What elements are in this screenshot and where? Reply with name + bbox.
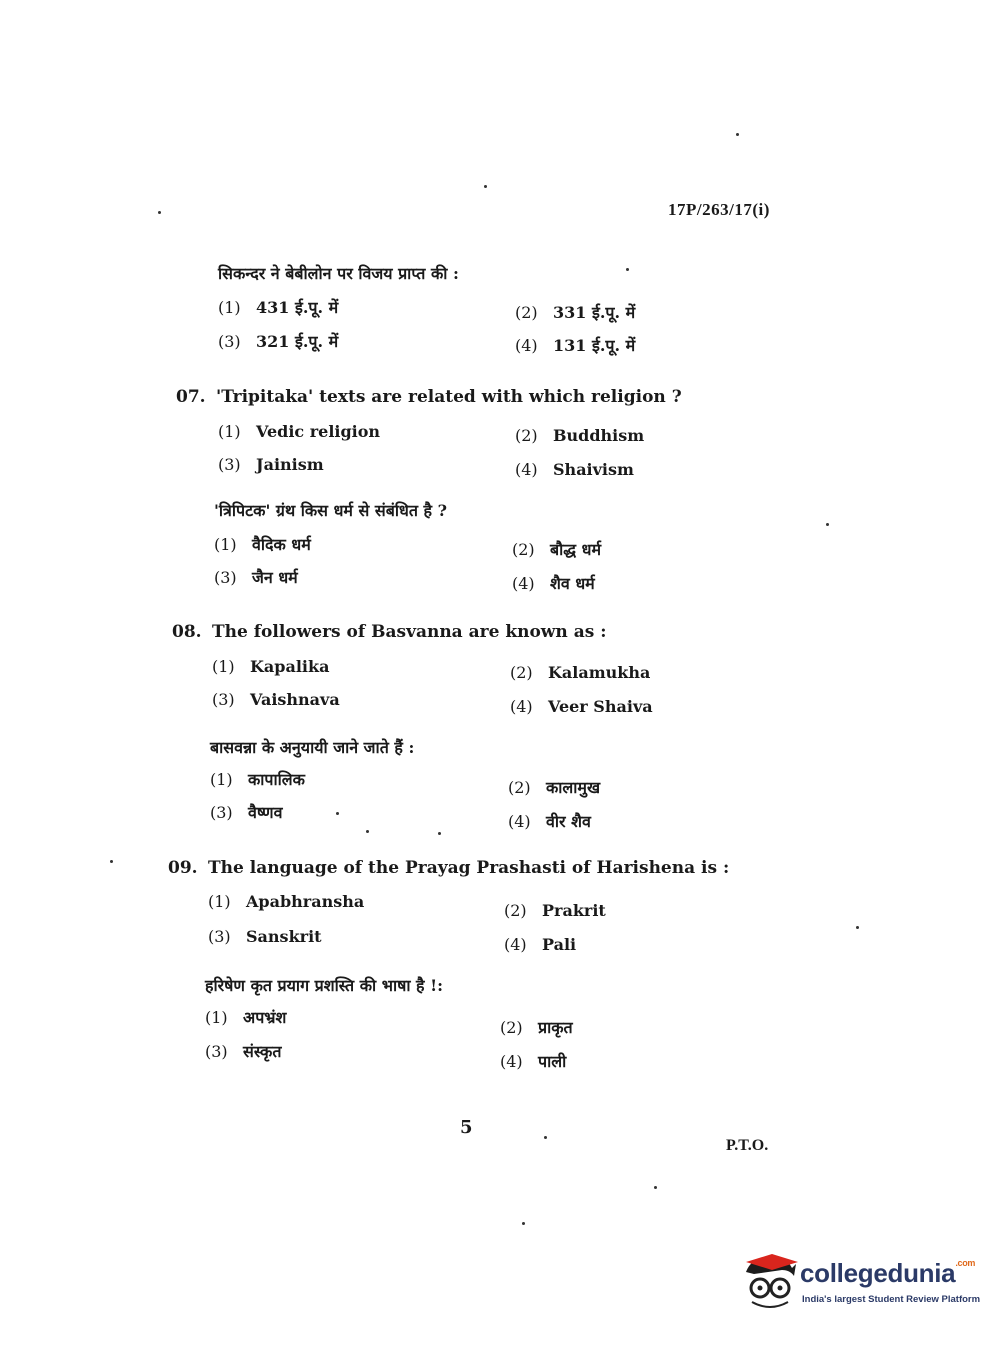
q07-question: 07. 'Tripitaka' texts are related with which religion ?	[176, 387, 682, 407]
q09-hindi-question: हरिषेण कृत प्रयाग प्रशस्ति की भाषा है !:	[205, 976, 444, 995]
scan-speck	[366, 830, 369, 833]
q07-option-4: (4) Shaivism	[515, 460, 634, 479]
watermark-tagline: India's largest Student Review Platform	[802, 1294, 981, 1305]
paper-code: 17P/263/17(i)	[668, 200, 770, 219]
q08-option-1: (1) Kapalika	[212, 657, 330, 676]
q08-option-4: (4) Veer Shaiva	[510, 697, 653, 716]
q07-option-4-hi: (4) शैव धर्म	[512, 574, 595, 593]
q09-question: 09. The language of the Prayag Prashasti of Harishena is :	[168, 858, 730, 878]
q09-option-2: (2) Prakrit	[504, 901, 606, 920]
collegedunia-mascot-icon	[742, 1252, 798, 1312]
q09-option-4-hi: (4) पाली	[500, 1052, 567, 1071]
q08-option-1-hi: (1) कापालिक	[210, 770, 305, 789]
q06-hindi-question: सिकन्दर ने बेबीलोन पर विजय प्राप्त की :	[218, 264, 459, 283]
scan-speck	[336, 812, 339, 815]
q06-option-2-hi: (2) 331 ई.पू. में	[515, 303, 636, 322]
q08-option-3: (3) Vaishnava	[212, 690, 340, 709]
q07-option-3-hi: (3) जैन धर्म	[214, 568, 298, 587]
q07-option-1-hi: (1) वैदिक धर्म	[214, 535, 311, 554]
q07-option-2: (2) Buddhism	[515, 426, 645, 445]
q06-option-1-hi: (1) 431 ई.पू. में	[218, 298, 339, 317]
q09-option-2-hi: (2) प्राकृत	[500, 1018, 573, 1037]
q08-option-3-hi: (3) वैष्णव	[210, 803, 283, 822]
q08-option-2-hi: (2) कालामुख	[508, 778, 601, 797]
q06-option-4-hi: (4) 131 ई.पू. में	[515, 336, 636, 355]
watermark-brand: collegedunia$^{.com}$	[800, 1258, 976, 1288]
q07-hindi-question: 'त्रिपिटक' ग्रंथ किस धर्म से संबंधित है ?	[214, 501, 447, 520]
scan-speck	[158, 211, 161, 214]
q08-question: 08. The followers of Basvanna are known as :	[172, 622, 607, 642]
q07-option-1: (1) Vedic religion	[218, 422, 381, 441]
q07-option-2-hi: (2) बौद्ध धर्म	[512, 540, 602, 559]
q09-option-1: (1) Apabhransha	[208, 892, 365, 911]
q07-option-3: (3) Jainism	[218, 455, 324, 474]
scan-speck	[544, 1136, 547, 1139]
q08-option-4-hi: (4) वीर शैव	[508, 812, 591, 831]
q09-option-3: (3) Sanskrit	[208, 927, 322, 946]
page-number: 5	[460, 1117, 473, 1138]
scan-speck	[522, 1222, 525, 1225]
q09-option-3-hi: (3) संस्कृत	[205, 1042, 282, 1061]
q08-hindi-question: बासवन्ना के अनुयायी जाने जाते हैं :	[210, 738, 415, 757]
scan-speck	[484, 185, 487, 188]
scan-speck	[826, 523, 829, 526]
scan-speck	[626, 268, 629, 271]
q09-option-1-hi: (1) अपभ्रंश	[205, 1008, 287, 1027]
scan-speck	[856, 926, 859, 929]
scan-speck	[736, 133, 739, 136]
scan-speck	[654, 1186, 657, 1189]
pto-label: P.T.O.	[726, 1137, 769, 1154]
collegedunia-watermark	[742, 1252, 981, 1312]
q09-option-4: (4) Pali	[504, 935, 577, 954]
q08-option-2: (2) Kalamukha	[510, 663, 651, 682]
scan-speck	[438, 832, 441, 835]
q06-option-3-hi: (3) 321 ई.पू. में	[218, 332, 339, 351]
scan-speck	[110, 860, 113, 863]
